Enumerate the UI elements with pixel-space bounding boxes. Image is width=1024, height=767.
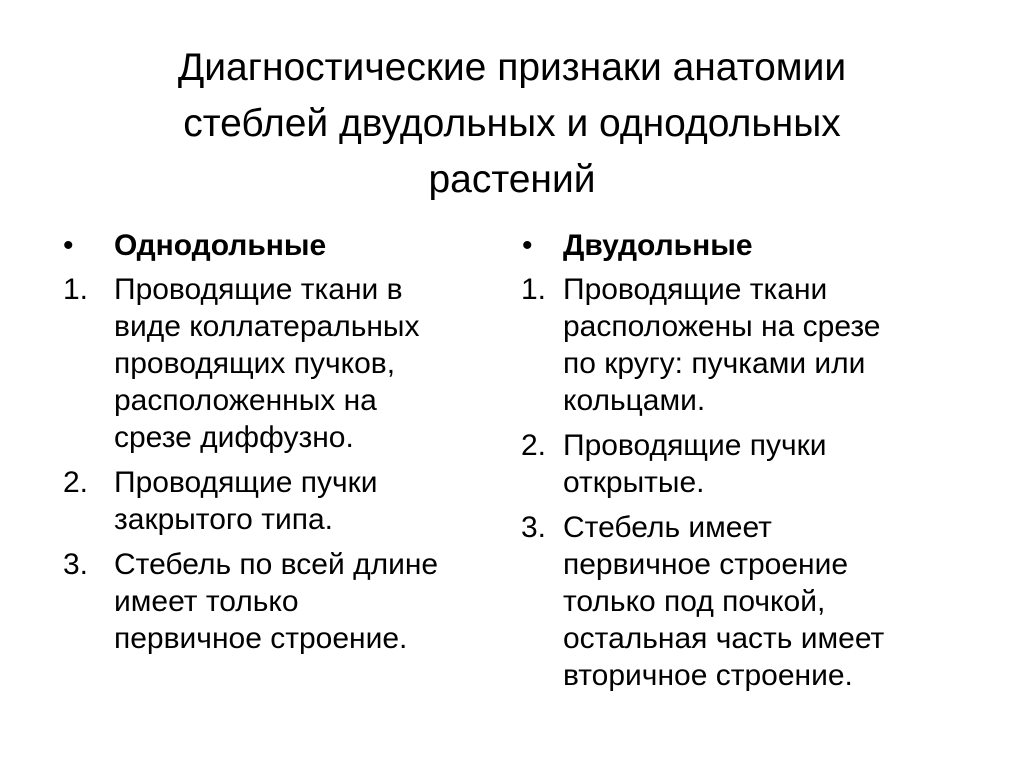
item-text-line: расположены на срезе <box>563 310 881 343</box>
item-text-line: срезе диффузно. <box>114 421 354 454</box>
item-text-line: Проводящие ткани в <box>114 273 403 306</box>
column-monocots <box>57 227 497 665</box>
item-text-line: закрытого типа. <box>114 503 333 536</box>
item-number: 3. <box>521 511 547 544</box>
list-item <box>518 271 958 419</box>
column-dicots <box>518 227 958 702</box>
item-text <box>114 546 497 657</box>
item-number: 2. <box>521 429 547 462</box>
list-item <box>518 427 958 501</box>
item-text-line: открытые. <box>563 466 705 499</box>
item-text <box>563 509 958 694</box>
item-text-line: расположенных на <box>114 384 377 417</box>
bullet-marker: • <box>63 229 74 262</box>
item-text-line: первичное строение <box>563 548 849 581</box>
list-item <box>57 271 497 456</box>
list-item <box>57 546 497 657</box>
column-heading-row <box>518 227 958 264</box>
item-text-line: Проводящие пучки <box>114 466 378 499</box>
title-line: Диагностические признаки анатомии <box>177 46 847 90</box>
item-text-line: имеет только <box>114 585 299 618</box>
item-text-line: Проводящие пучки <box>563 429 827 462</box>
item-text-line: Стебель имеет <box>563 511 772 544</box>
item-text-line: только под почкой, <box>563 585 826 618</box>
item-text-line: Проводящие ткани <box>563 273 828 306</box>
list-item <box>57 464 497 538</box>
item-text <box>114 464 497 538</box>
column-heading: Двудольные <box>563 229 753 262</box>
item-text-line: остальная часть имеет <box>563 622 885 655</box>
item-text-line: кольцами. <box>563 384 706 417</box>
item-number: 3. <box>63 548 89 581</box>
item-text <box>563 427 958 501</box>
item-text-line: виде коллатеральных <box>114 310 420 343</box>
column-heading-row <box>57 227 497 264</box>
bullet-marker: • <box>522 229 533 262</box>
item-number: 1. <box>63 273 89 306</box>
item-text-line: вторичное строение. <box>563 659 853 692</box>
item-text-line: проводящих пучков, <box>114 347 396 380</box>
item-text-line: Стебель по всей длине <box>114 548 439 581</box>
item-text-line: первичное строение. <box>114 622 408 655</box>
item-text <box>563 271 958 419</box>
item-text <box>114 271 497 456</box>
item-number: 1. <box>521 273 547 306</box>
slide-title <box>60 40 964 208</box>
list-item <box>518 509 958 694</box>
title-line: стеблей двудольных и однодольных <box>183 102 841 146</box>
title-line: растений <box>428 158 596 202</box>
item-text-line: по кругу: пучками или <box>563 347 866 380</box>
column-heading: Однодольные <box>114 229 327 262</box>
item-number: 2. <box>63 466 89 499</box>
